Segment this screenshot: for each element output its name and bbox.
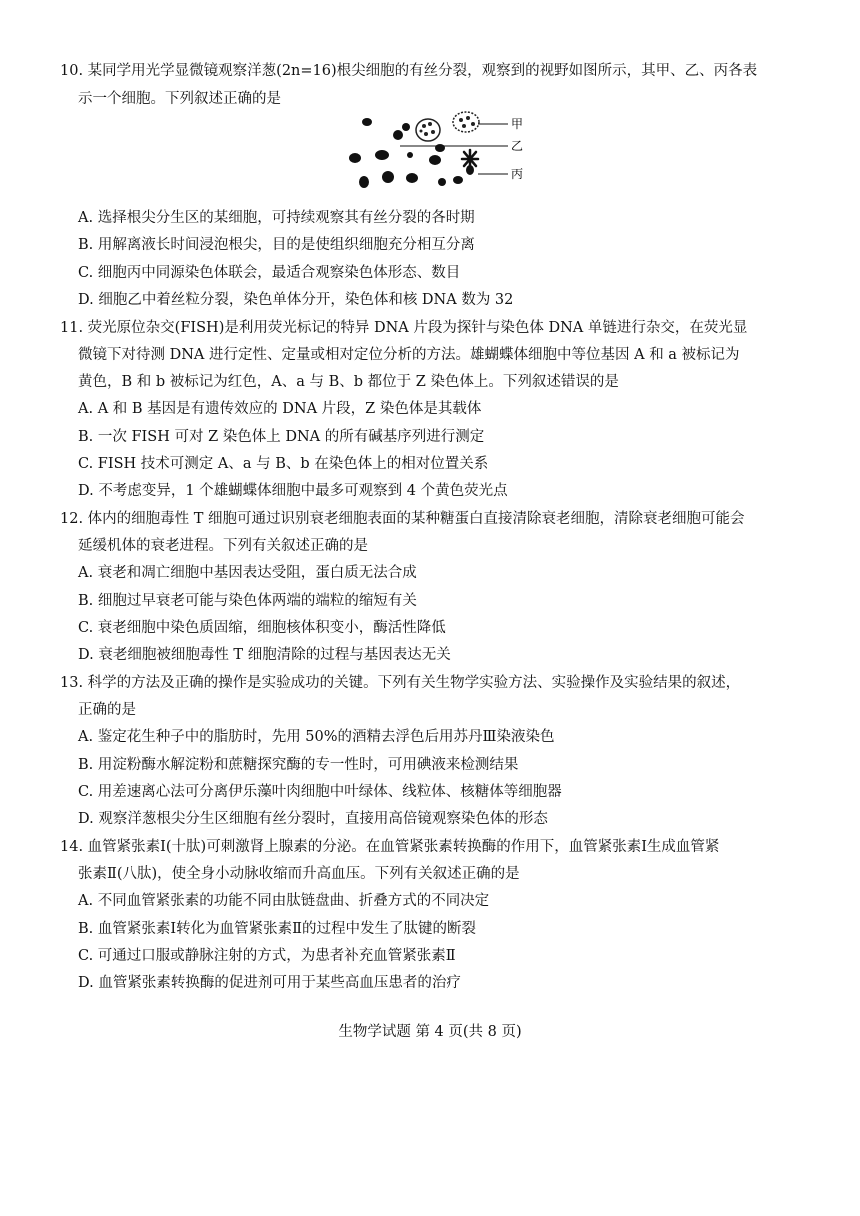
q11-option-b: B. 一次 FISH 可对 Z 染色体上 DNA 的所有碱基序列进行测定 xyxy=(78,429,485,445)
q12-option-b: B. 细胞过早衰老可能与染色体两端的端粒的缩短有关 xyxy=(78,593,417,609)
q14-option-d: D. 血管紧张素转换酶的促进剂可用于某些高血压患者的治疗 xyxy=(78,975,461,991)
q10-option-a: A. 选择根尖分生区的某细胞，可持续观察其有丝分裂的各时期 xyxy=(78,210,475,226)
q10-option-d: D. 细胞乙中着丝粒分裂，染色单体分开，染色体和核 DNA 数为 32 xyxy=(78,292,514,308)
q13-option-b: B. 用淀粉酶水解淀粉和蔗糖探究酶的专一性时，可用碘液来检测结果 xyxy=(78,757,519,773)
q11-option-d: D. 不考虑变异，1 个雄蝴蝶体细胞中最多可观察到 4 个黄色荧光点 xyxy=(78,483,508,499)
figure-label-bing: 丙 xyxy=(511,167,524,181)
q10-option-c: C. 细胞丙中同源染色体联会，最适合观察染色体形态、数目 xyxy=(78,265,461,281)
q11-stem-line-3: 黄色，B 和 b 被标记为红色，A、a 与 B、b 都位于 Z 染色体上。下列叙述错误的是 xyxy=(78,374,619,390)
q14-option-c: C. 可通过口服或静脉注射的方式，为患者补充血管紧张素Ⅱ xyxy=(78,948,456,964)
q13-option-d: D. 观察洋葱根尖分生区细胞有丝分裂时，直接用高倍镜观察染色体的形态 xyxy=(78,811,548,827)
q12-option-a: A. 衰老和凋亡细胞中基因表达受阻，蛋白质无法合成 xyxy=(78,565,417,581)
q14-option-a: A. 不同血管紧张素的功能不同由肽链盘曲、折叠方式的不同决定 xyxy=(78,893,490,909)
q13-stem-line-2: 正确的是 xyxy=(78,702,136,718)
q12-stem-line-2: 延缓机体的衰老进程。下列有关叙述正确的是 xyxy=(78,538,368,554)
q11-stem-line-1: 11. 荧光原位杂交(FISH)是利用荧光标记的特异 DNA 片段为探针与染色体 DNA 单链进行杂交，在荧光显 xyxy=(60,320,748,336)
q14-option-b: B. 血管紧张素Ⅰ转化为血管紧张素Ⅱ的过程中发生了肽键的断裂 xyxy=(78,921,476,937)
q14-stem-line-1: 14. 血管紧张素Ⅰ(十肽)可刺激肾上腺素的分泌。在血管紧张素转换酶的作用下，血管紧张素Ⅰ生成血管紧 xyxy=(60,839,720,855)
figure-label-jia: 甲 xyxy=(511,117,524,131)
q12-option-d: D. 衰老细胞被细胞毒性 T 细胞清除的过程与基因表达无关 xyxy=(78,647,451,663)
q11-option-c: C. FISH 技术可测定 A、a 与 B、b 在染色体上的相对位置关系 xyxy=(78,456,489,472)
figure-label-yi: 乙 xyxy=(511,139,524,153)
q13-stem-line-1: 13. 科学的方法及正确的操作是实验成功的关键。下列有关生物学实验方法、实验操作及实验结果的叙述， xyxy=(60,675,741,691)
q10-option-b: B. 用解离液长时间浸泡根尖，目的是使组织细胞充分相互分离 xyxy=(78,237,475,253)
q12-option-c: C. 衰老细胞中染色质固缩，细胞核体积变小，酶活性降低 xyxy=(78,620,446,636)
page-footer: 生物学试题 第 4 页(共 8 页) xyxy=(338,1024,522,1040)
q14-stem-line-2: 张素Ⅱ(八肽)，使全身小动脉收缩而升高血压。下列有关叙述正确的是 xyxy=(78,866,520,882)
q13-option-a: A. 鉴定花生种子中的脂肪时，先用 50%的酒精去浮色后用苏丹Ⅲ染液染色 xyxy=(78,729,555,745)
q11-option-a: A. A 和 B 基因是有遗传效应的 DNA 片段，Z 染色体是其载体 xyxy=(78,401,482,417)
q11-stem-line-2: 微镜下对待测 DNA 进行定性、定量或相对定位分析的方法。雄蝴蝶体细胞中等位基因 A 和 a 被标记为 xyxy=(78,347,740,363)
q13-option-c: C. 用差速离心法可分离伊乐藻叶肉细胞中叶绿体、线粒体、核糖体等细胞器 xyxy=(78,784,562,800)
q10-stem-line-1: 10. 某同学用光学显微镜观察洋葱(2n=16)根尖细胞的有丝分裂，观察到的视野如图所示，其甲、乙、丙各表 xyxy=(60,63,758,79)
q12-stem-line-1: 12. 体内的细胞毒性 T 细胞可通过识别衰老细胞表面的某种糖蛋白直接清除衰老细胞，清除衰老细胞可能会 xyxy=(60,511,745,527)
microscope-figure xyxy=(340,110,530,196)
microscope-field-image xyxy=(340,110,530,196)
q10-stem-line-2: 示一个细胞。下列叙述正确的是 xyxy=(78,91,281,107)
